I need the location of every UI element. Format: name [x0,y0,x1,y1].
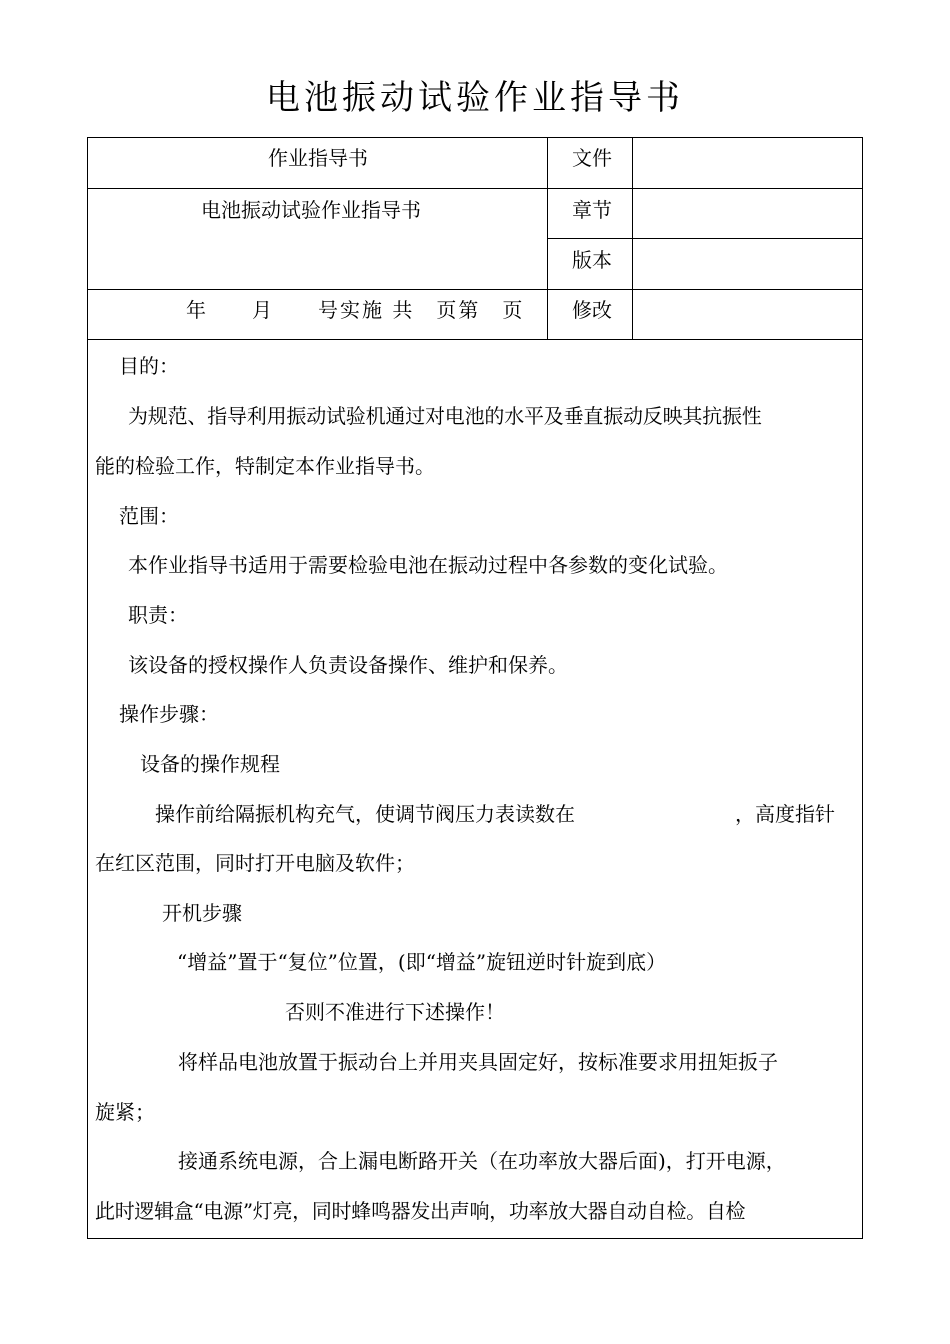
column-divider [632,137,633,339]
duty-heading: 职责： [128,603,188,627]
step2-line-1: 将样品电池放置于振动台上并用夹具固定好，按标准要求用扭矩扳子 [178,1050,778,1074]
step3-line-1: 接通系统电源，合上漏电断路开关（在功率放大器后面)，打开电源， [178,1149,786,1173]
file-label: 文件 [572,146,612,170]
row-divider [87,339,863,340]
chapter-label: 章节 [572,198,612,222]
step3-line-2: 此时逻辑盒“电源”灯亮，同时蜂鸣器发出声响，功率放大器自动自检。自检 [95,1199,746,1223]
gain-note: “增益”置于“复位”位置，(即“增益”旋钮逆时针旋到底） [177,950,667,974]
warning-text: 否则不准进行下述操作！ [285,1000,505,1024]
step1-part1: 操作前给隔振机构充气，使调节阀压力表读数在 [155,802,575,826]
revision-label: 修改 [572,298,612,322]
purpose-heading: 目的： [119,354,179,378]
document-title: 电池振动试验作业指导书 [266,78,684,118]
step1-part2: ，高度指针 [735,802,835,826]
doc-name-cell: 电池振动试验作业指导书 [201,198,421,222]
column-divider [547,137,548,339]
row-divider [547,238,863,239]
step1-line-2: 在红区范围，同时打开电脑及软件； [95,851,415,875]
row-divider [87,289,863,290]
date-line-cell: 年 月 号实施 共 页第 页 [186,298,525,322]
purpose-line-1: 为规范、指导利用振动试验机通过对电池的水平及垂直振动反映其抗振性 [128,404,762,428]
scope-heading: 范围： [119,504,179,528]
step2-line-2: 旋紧； [95,1100,155,1124]
version-label: 版本 [572,248,612,272]
purpose-line-2: 能的检验工作，特制定本作业指导书。 [95,454,435,478]
doc-type-cell: 作业指导书 [268,146,368,170]
steps-heading: 操作步骤： [119,702,219,726]
row-divider [87,188,863,189]
duty-text: 该设备的授权操作人负责设备操作、维护和保养。 [128,653,568,677]
startup-heading: 开机步骤 [162,901,242,925]
scope-text: 本作业指导书适用于需要检验电池在振动过程中各参数的变化试验。 [128,553,728,577]
procedure-heading: 设备的操作规程 [140,752,280,776]
